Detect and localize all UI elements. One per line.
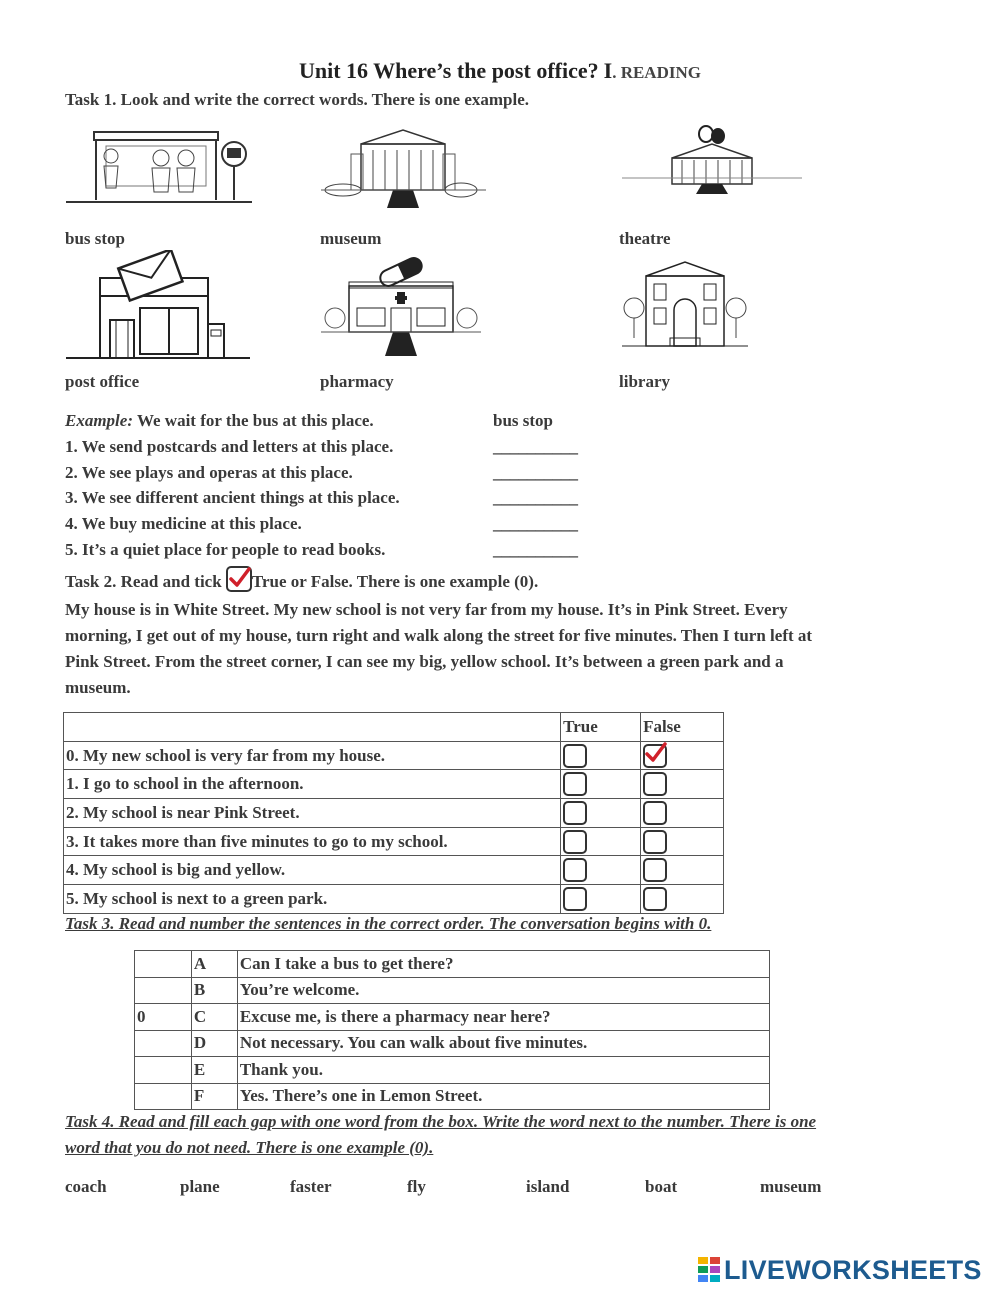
picture-label-1: bus stop <box>65 229 126 248</box>
question-2: 2. We see plays and operas at this place. <box>65 463 353 482</box>
word-box-item: coach <box>65 1177 107 1196</box>
statement: 5. My school is next to a green park. <box>64 885 561 914</box>
sentence: Yes. There’s one in Lemon Street. <box>237 1083 769 1110</box>
bus-stop-drawing <box>66 126 252 213</box>
table-row <box>135 1004 770 1031</box>
order-number-input[interactable] <box>135 1057 192 1084</box>
table-row <box>135 951 770 978</box>
passage-line: Pink Street. From the street corner, I can see my big, yellow school. It’s between a green park and a <box>65 652 784 671</box>
statement: 0. My new school is very far from my house. <box>64 741 561 770</box>
example-sentence <box>65 411 374 431</box>
statement: 3. It takes more than five minutes to go to my school. <box>64 827 561 856</box>
brand-name: LIVEWORKSHEETS <box>724 1254 982 1285</box>
unit-title: Unit 16 Where’s the post office? <box>299 58 599 83</box>
task3-instruction: Task 3. Read and number the sentences in the correct order. The conversation begins with 0. <box>65 914 712 933</box>
question-4: 4. We buy medicine at this place. <box>65 514 302 533</box>
word-box-item: plane <box>180 1177 220 1196</box>
table-row <box>64 827 724 856</box>
sentence: Not necessary. You can walk about five minutes. <box>237 1030 769 1057</box>
word-box-item: faster <box>290 1177 332 1196</box>
word-box-item: boat <box>645 1177 678 1196</box>
picture-label-5: pharmacy <box>320 372 394 391</box>
check-mark-icon <box>643 740 669 766</box>
true-checkbox[interactable] <box>563 801 587 825</box>
library-drawing <box>622 254 748 359</box>
table-row <box>64 799 724 828</box>
order-number-input[interactable] <box>135 1083 192 1110</box>
section-name: . READING <box>612 63 701 82</box>
theatre-drawing <box>622 124 802 201</box>
question-5: 5. It’s a quiet place for people to read books. <box>65 540 386 559</box>
word-box-item: island <box>526 1177 570 1196</box>
order-number-input[interactable] <box>135 1030 192 1057</box>
passage-line: My house is in White Street. My new school is not very far from my house. It’s in Pink Street. Every <box>65 600 788 619</box>
sentence: Thank you. <box>237 1057 769 1084</box>
false-checkbox[interactable] <box>643 801 667 825</box>
sentence-letter: B <box>191 977 237 1004</box>
example-label: Example: <box>65 411 133 430</box>
sentence-letter: A <box>191 951 237 978</box>
true-checkbox[interactable] <box>563 772 587 796</box>
table-row <box>64 885 724 914</box>
true-checkbox[interactable] <box>563 744 587 768</box>
order-number-input[interactable] <box>135 951 192 978</box>
sentence-letter: F <box>191 1083 237 1110</box>
sentence: You’re welcome. <box>237 977 769 1004</box>
question-1: 1. We send postcards and letters at this place. <box>65 437 394 456</box>
true-checkbox[interactable] <box>563 887 587 911</box>
picture-label-4: post office <box>65 372 140 391</box>
sentence-letter: C <box>191 1004 237 1031</box>
passage-line: museum. <box>65 678 131 697</box>
true-checkbox[interactable] <box>563 830 587 854</box>
statement: 1. I go to school in the afternoon. <box>64 770 561 799</box>
post-office-drawing <box>66 250 250 367</box>
picture-label-2: museum <box>320 229 382 248</box>
task4-instruction-line1: Task 4. Read and fill each gap with one word from the box. Write the word next to the number. There is one <box>65 1112 817 1131</box>
sentence: Excuse me, is there a pharmacy near here? <box>237 1004 769 1031</box>
section-letter: I <box>603 58 613 83</box>
tick-example-icon <box>226 566 252 592</box>
task2-instruction-start: Task 2. Read and tick <box>65 572 226 591</box>
picture-label-3: theatre <box>619 229 671 248</box>
museum-drawing <box>321 124 486 219</box>
question-3: 3. We see different ancient things at this place. <box>65 488 400 507</box>
ordering-table <box>134 950 770 1110</box>
answer-blank-3[interactable]: __________ <box>493 488 578 507</box>
table-row <box>64 770 724 799</box>
picture-label-6: library <box>619 372 670 391</box>
word-box-item: fly <box>407 1177 426 1196</box>
table-cell <box>64 713 561 742</box>
answer-blank-1[interactable]: __________ <box>493 437 578 456</box>
reading-passage <box>65 597 945 701</box>
sentence: Can I take a bus to get there? <box>237 951 769 978</box>
table-header-row <box>64 713 724 742</box>
statement: 2. My school is near Pink Street. <box>64 799 561 828</box>
pharmacy-drawing <box>321 256 481 365</box>
passage-line: morning, I get out of my house, turn right and walk along the street for five minutes. Then I turn left at <box>65 626 813 645</box>
logo-icon <box>698 1257 720 1283</box>
liveworksheets-logo <box>698 1255 982 1285</box>
sentence-letter: E <box>191 1057 237 1084</box>
table-row <box>64 856 724 885</box>
task1-instruction: Task 1. Look and write the correct words. There is one example. <box>65 90 530 109</box>
answer-blank-4[interactable]: __________ <box>493 514 578 533</box>
page-title <box>0 58 1000 84</box>
column-false: False <box>641 713 724 742</box>
answer-blank-2[interactable]: __________ <box>493 463 578 482</box>
order-number-input: 0 <box>135 1004 192 1031</box>
word-box-item: museum <box>760 1177 822 1196</box>
example-answer: bus stop <box>493 411 554 430</box>
statement: 4. My school is big and yellow. <box>64 856 561 885</box>
answer-blank-5[interactable]: __________ <box>493 540 578 559</box>
false-checkbox[interactable] <box>643 887 667 911</box>
example-text: We wait for the bus at this place. <box>133 411 374 430</box>
true-false-table <box>63 712 724 914</box>
task2-instruction <box>65 572 538 592</box>
false-checkbox[interactable] <box>643 744 667 768</box>
table-row <box>135 1083 770 1110</box>
false-checkbox[interactable] <box>643 830 667 854</box>
false-checkbox[interactable] <box>643 858 667 882</box>
table-row <box>64 741 724 770</box>
order-number-input[interactable] <box>135 977 192 1004</box>
table-row <box>135 1057 770 1084</box>
column-true: True <box>561 713 641 742</box>
false-checkbox[interactable] <box>643 772 667 796</box>
task4-instruction-line2: word that you do not need. There is one example (0). <box>65 1138 434 1157</box>
table-row <box>135 1030 770 1057</box>
true-checkbox[interactable] <box>563 858 587 882</box>
sentence-letter: D <box>191 1030 237 1057</box>
table-row <box>135 977 770 1004</box>
task2-instruction-end: True or False. There is one example (0). <box>251 572 539 591</box>
